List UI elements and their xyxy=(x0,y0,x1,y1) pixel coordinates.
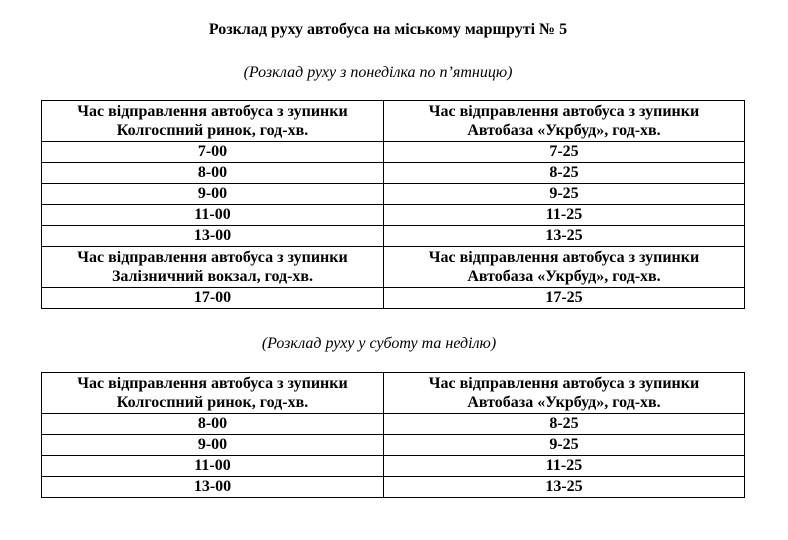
time-cell: 13-00 xyxy=(42,477,384,498)
weekend-schedule-table xyxy=(41,372,745,498)
time-cell: 9-25 xyxy=(384,184,745,205)
header-cell-departure-avtobaza-ukrbud xyxy=(384,373,745,414)
table-header-row xyxy=(42,373,745,414)
header-line: Автобаза «Укрбуд», год-хв. xyxy=(467,122,661,139)
time-cell: 17-00 xyxy=(42,288,384,309)
time-cell: 13-00 xyxy=(42,226,384,247)
table-row xyxy=(42,163,745,184)
time-cell: 8-00 xyxy=(42,414,384,435)
header-line: Автобаза «Укрбуд», год-хв. xyxy=(467,268,661,285)
header-line: Час відправлення автобуса з зупинки xyxy=(428,103,700,120)
time-cell: 9-00 xyxy=(42,184,384,205)
time-cell: 13-25 xyxy=(384,477,745,498)
time-cell: 11-00 xyxy=(42,456,384,477)
table-row xyxy=(42,184,745,205)
header-line: Час відправлення автобуса з зупинки xyxy=(428,375,700,392)
header-cell-departure-zaliznychnyi-vokzal xyxy=(42,247,384,288)
header-line: Залізничний вокзал, год-хв. xyxy=(111,268,314,285)
header-line: Час відправлення автобуса з зупинки xyxy=(428,249,700,266)
table-row xyxy=(42,205,745,226)
header-line: Час відправлення автобуса з зупинки xyxy=(77,375,348,392)
table-row xyxy=(42,435,745,456)
header-cell-departure-avtobaza-ukrbud xyxy=(384,247,745,288)
time-cell: 9-00 xyxy=(42,435,384,456)
table-row xyxy=(42,414,745,435)
time-cell: 9-25 xyxy=(384,435,745,456)
weekday-schedule-subtitle: (Розклад руху з понеділка по п’ятницю) xyxy=(243,64,513,81)
header-cell-departure-avtobaza-ukrbud xyxy=(384,101,745,142)
time-cell: 17-25 xyxy=(384,288,745,309)
header-line: Автобаза «Укрбуд», год-хв. xyxy=(467,394,661,411)
table-row xyxy=(42,288,745,309)
header-line: Час відправлення автобуса з зупинки xyxy=(77,103,348,120)
table-row xyxy=(42,142,745,163)
page-title: Розклад руху автобуса на міському маршруті № 5 xyxy=(208,21,568,38)
table-row xyxy=(42,477,745,498)
table-header-row xyxy=(42,101,745,142)
header-line: Час відправлення автобуса з зупинки xyxy=(77,249,348,266)
header-line: Колгоспний ринок, год-хв. xyxy=(116,394,309,411)
table-row xyxy=(42,226,745,247)
weekend-schedule-subtitle: (Розклад руху у суботу та неділю) xyxy=(261,335,497,352)
time-cell: 7-25 xyxy=(384,142,745,163)
time-cell: 11-00 xyxy=(42,205,384,226)
table-row xyxy=(42,456,745,477)
header-cell-departure-kolhospnyi-rynok xyxy=(42,373,384,414)
time-cell: 8-00 xyxy=(42,163,384,184)
table-header-row xyxy=(42,247,745,288)
weekday-schedule-table xyxy=(41,100,745,309)
time-cell: 8-25 xyxy=(384,414,745,435)
time-cell: 13-25 xyxy=(384,226,745,247)
time-cell: 11-25 xyxy=(384,456,745,477)
header-line: Колгоспний ринок, год-хв. xyxy=(116,122,309,139)
time-cell: 11-25 xyxy=(384,205,745,226)
time-cell: 7-00 xyxy=(42,142,384,163)
header-cell-departure-kolhospnyi-rynok xyxy=(42,101,384,142)
time-cell: 8-25 xyxy=(384,163,745,184)
